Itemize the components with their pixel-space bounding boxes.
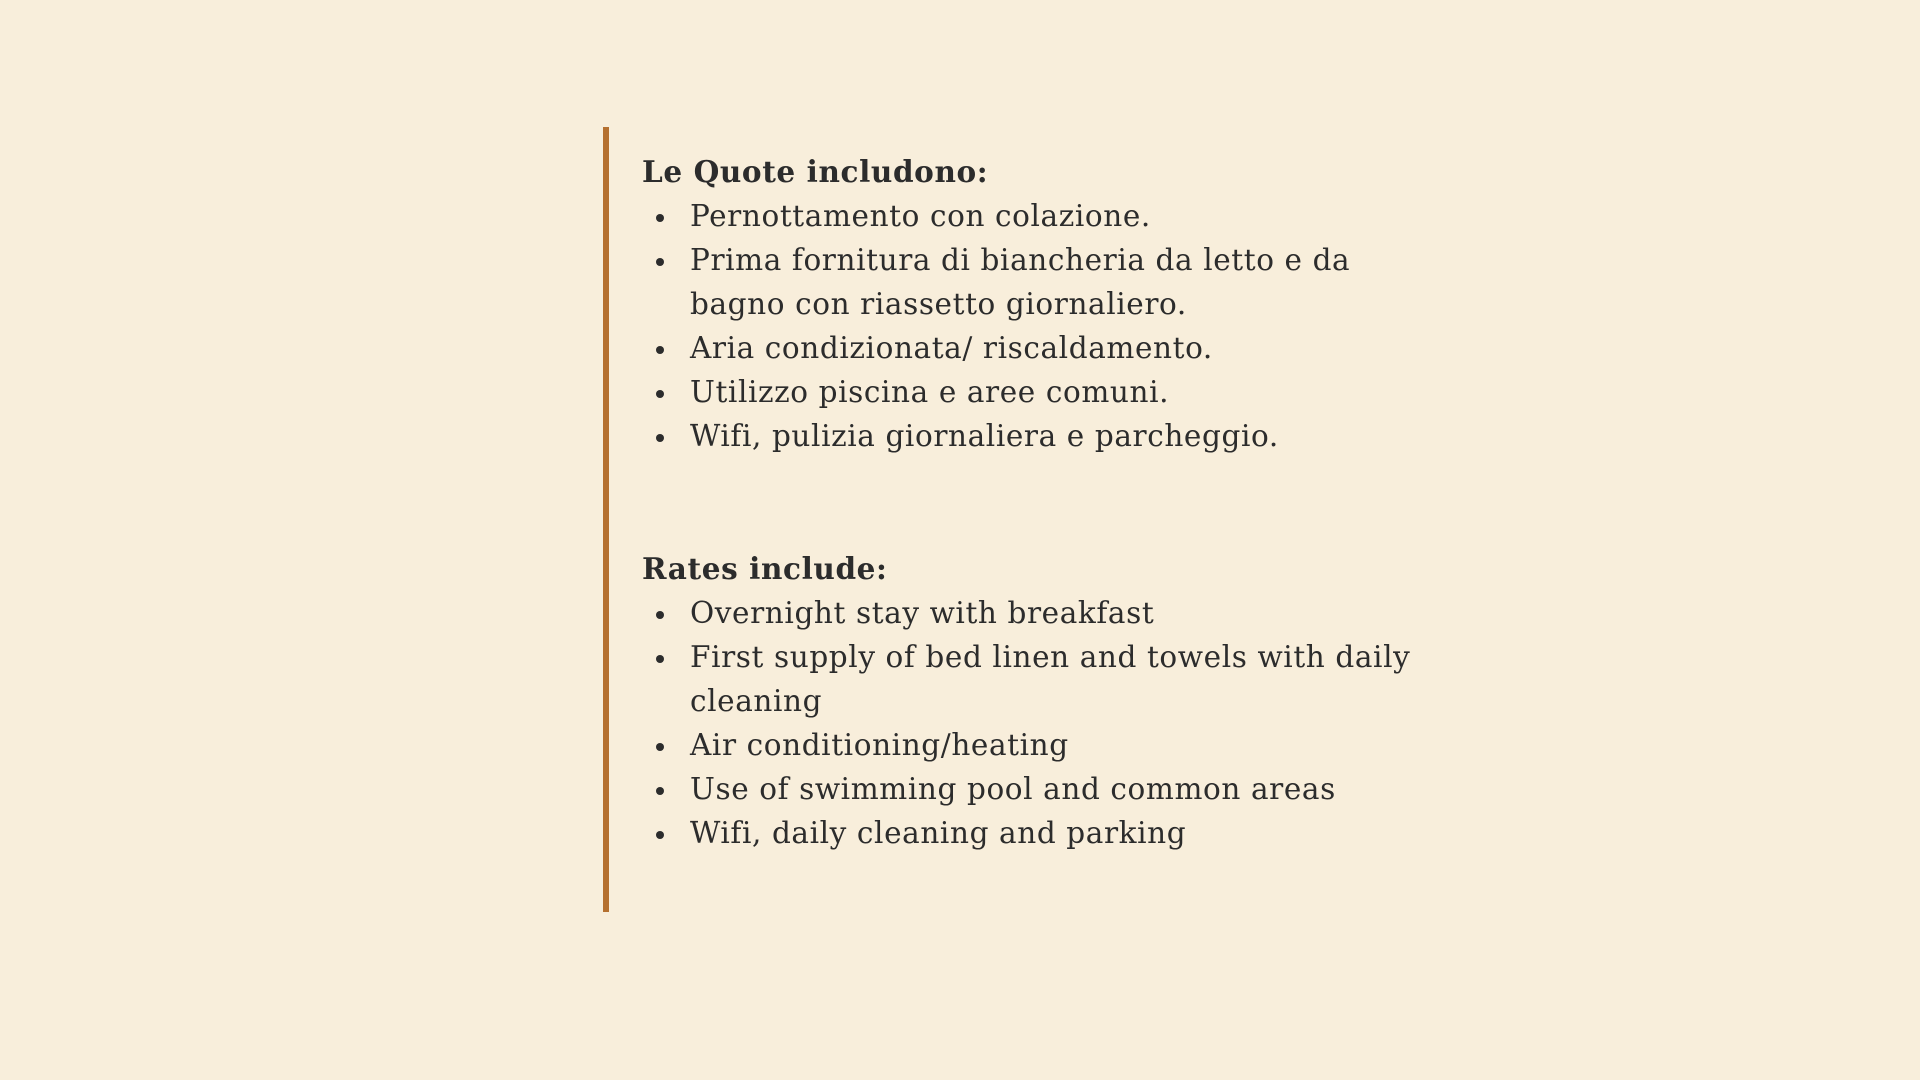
list-item-text: First supply of bed linen and towels with daily cleaning [690, 640, 1411, 718]
list-item [642, 326, 1462, 370]
list-item [642, 635, 1462, 723]
bullet-icon [656, 346, 664, 354]
italian-section-title: Le Quote includono: [642, 154, 989, 189]
list-item-text: Aria condizionata/ riscaldamento. [690, 331, 1213, 365]
list-item [642, 238, 1462, 326]
bullet-icon [656, 611, 664, 619]
italian-list [642, 194, 1462, 458]
italian-section [642, 150, 1462, 458]
bullet-icon [656, 831, 664, 839]
list-item [642, 370, 1462, 414]
list-item [642, 414, 1462, 458]
bullet-icon [656, 258, 664, 266]
list-item-text: Wifi, pulizia giornaliera e parcheggio. [690, 419, 1279, 453]
english-section [642, 547, 1462, 855]
list-item-text: Prima fornitura di biancheria da letto e da bagno con riassetto giornaliero. [690, 243, 1351, 321]
list-item-text: Overnight stay with breakfast [690, 596, 1155, 630]
list-item-text: Pernottamento con colazione. [690, 199, 1151, 233]
bullet-icon [656, 787, 664, 795]
list-item [642, 591, 1462, 635]
bullet-icon [656, 434, 664, 442]
list-item [642, 194, 1462, 238]
vertical-accent-rule [603, 127, 609, 912]
list-item-text: Air conditioning/heating [690, 728, 1069, 762]
list-item [642, 767, 1462, 811]
rates-content [642, 150, 1462, 855]
list-item-text: Use of swimming pool and common areas [690, 772, 1336, 806]
list-item-text: Utilizzo piscina e aree comuni. [690, 375, 1170, 409]
list-item-text: Wifi, daily cleaning and parking [690, 816, 1187, 850]
bullet-icon [656, 655, 664, 663]
list-item [642, 811, 1462, 855]
english-section-title: Rates include: [642, 551, 888, 586]
bullet-icon [656, 743, 664, 751]
bullet-icon [656, 214, 664, 222]
bullet-icon [656, 390, 664, 398]
list-item [642, 723, 1462, 767]
english-list [642, 591, 1462, 855]
